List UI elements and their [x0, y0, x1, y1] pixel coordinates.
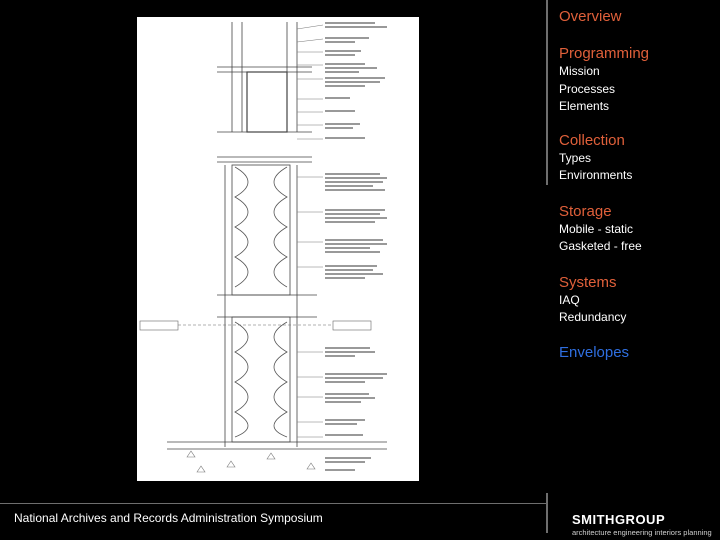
footer-text: National Archives and Records Administration Symposium [14, 511, 323, 525]
nav-envelopes[interactable]: Envelopes [559, 343, 630, 361]
nav-collection[interactable]: Collection [559, 131, 625, 149]
nav-item-processes[interactable]: Processes [559, 81, 616, 96]
divider-horizontal [0, 503, 547, 504]
divider-vertical-bottom [546, 493, 548, 533]
logo-tagline: architecture engineering interiors planning [572, 528, 712, 537]
wall-section-svg [137, 17, 419, 481]
nav-item-mobile-static[interactable]: Mobile - static [559, 221, 634, 236]
nav-storage[interactable]: Storage [559, 202, 612, 220]
nav-item-environments[interactable]: Environments [559, 168, 633, 182]
nav-item-types[interactable]: Types [559, 150, 592, 165]
logo-brand: SMITHGROUP [572, 512, 666, 527]
nav-programming[interactable]: Programming [559, 45, 650, 62]
wall-section-drawing [137, 17, 419, 481]
nav-item-mission[interactable]: Mission [559, 64, 600, 78]
nav-overview[interactable]: Overview [559, 8, 622, 25]
nav-item-gasketed-free[interactable]: Gasketed - free [559, 239, 642, 253]
nav-item-iaq[interactable]: IAQ [559, 292, 580, 307]
nav-systems[interactable]: Systems [559, 273, 617, 291]
nav-item-elements[interactable]: Elements [559, 99, 610, 113]
company-logo [572, 512, 712, 537]
nav-item-redundancy[interactable]: Redundancy [559, 310, 627, 324]
divider-vertical-top [546, 0, 548, 185]
outline-nav [559, 8, 719, 362]
